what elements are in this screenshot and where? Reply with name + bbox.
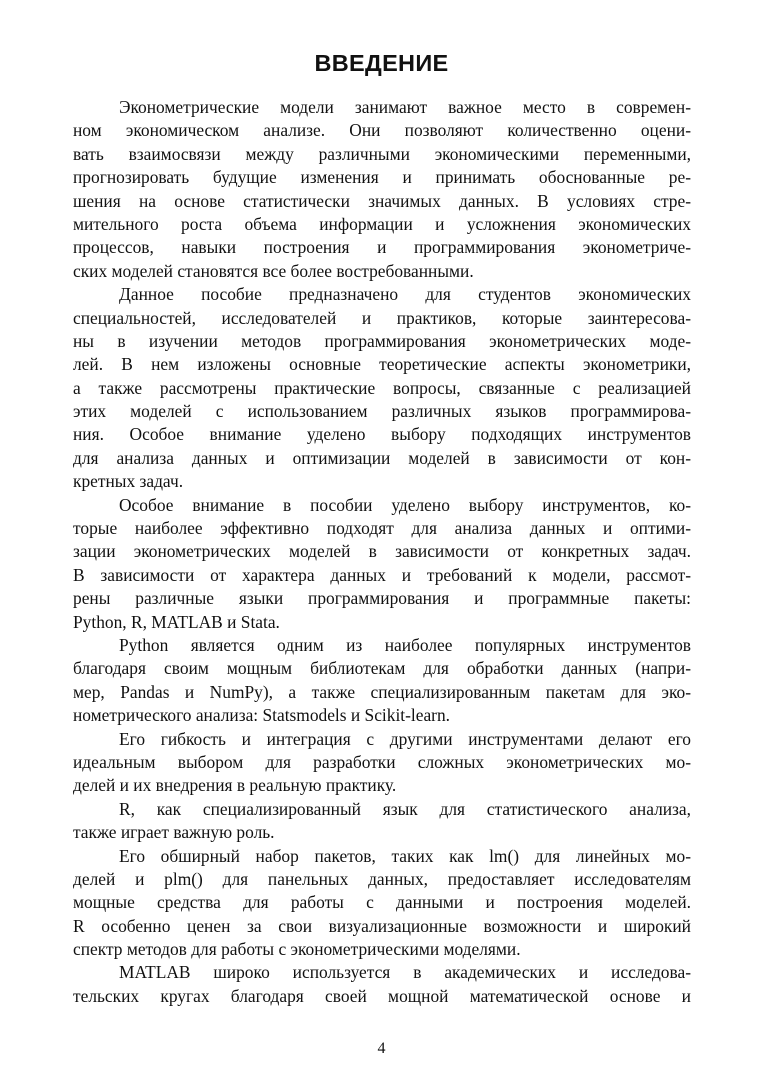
text-line: этих моделей с использованием различных языков программирова- [73,401,691,422]
text-line: спектр методов для работы с эконометрическими моделями. [73,939,521,960]
text-line: R, как специализированный язык для статистического анализа, [119,798,691,819]
paragraph [73,798,691,845]
paragraph [73,728,691,798]
paragraph [73,494,691,634]
paragraph [73,961,691,1008]
text-line: Python является одним из наиболее популярных инструментов [119,634,691,655]
text-line: ния. Особое внимание уделено выбору подходящих инструментов [73,424,691,445]
text-line: R особенно ценен за свои визуализационные возможности и широкий [73,915,691,936]
text-line: делей и plm() для панельных данных, предоставляет исследователям [73,868,691,889]
text-line: также играет важную роль. [73,822,275,843]
text-line: делей и их внедрения в реальную практику. [73,775,397,796]
text-line: ном экономическом анализе. Они позволяют количественно оцени- [73,120,691,141]
paragraph [73,96,691,283]
paragraph [73,634,691,728]
body-text [73,96,691,1008]
text-line: MATLAB широко используется в академических и исследова- [119,962,691,983]
text-line: кретных задач. [73,471,184,492]
text-line: благодаря своим мощным библиотекам для обработки данных (напри- [73,658,691,679]
text-line: Python, R, MATLAB и Stata. [73,611,280,632]
text-line: торые наиболее эффективно подходят для анализа данных и оптими- [73,518,691,539]
text-line: мощные средства для работы с данными и построения моделей. [73,892,691,913]
text-line: прогнозировать будущие изменения и принимать обоснованные ре- [73,167,691,188]
page-number: 4 [377,1040,386,1057]
text-line: Особое внимание в пособии уделено выбору инструментов, ко- [119,494,691,515]
text-line: Эконометрические модели занимают важное место в современ- [119,97,691,117]
text-line: процессов, навыки построения и программирования эконометриче- [73,237,691,258]
text-line: мер, Pandas и NumPy), а также специализированным пакетам для эко- [73,681,691,702]
text-line: тельских кругах благодаря своей мощной математической основе и [73,985,691,1006]
text-line: нометрического анализа: Statsmodels и Scikit-learn. [73,705,451,726]
paragraph [73,845,691,962]
text-line: В зависимости от характера данных и требований к модели, рассмот- [73,564,691,585]
text-line: вать взаимосвязи между различными экономическими переменными, [73,143,691,164]
text-line: для анализа данных и оптимизации моделей в зависимости от кон- [73,447,691,468]
page-title: ВВЕДЕНИЕ [314,50,449,76]
text-line: ны в изучении методов программирования эконометрических моде- [73,330,691,351]
text-line: лей. В нем изложены основные теоретические аспекты эконометрики, [73,354,691,375]
text-line: мительного роста объема информации и усложнения экономических [73,213,691,234]
text-line: ских моделей становятся все более востребованными. [73,260,474,281]
text-line: зации эконометрических моделей в зависимости от конкретных задач. [73,541,691,562]
text-line: идеальным выбором для разработки сложных эконометрических мо- [73,751,691,772]
paragraph [73,283,691,494]
text-line: рены различные языки программирования и программные пакеты: [73,588,691,609]
text-line: Его гибкость и интеграция с другими инструментами делают его [119,728,691,749]
text-line: а также рассмотрены практические вопросы, связанные с реализацией [73,377,691,398]
text-line: специальностей, исследователей и практиков, которые заинтересова- [73,307,691,328]
text-line: шения на основе статистически значимых данных. В условиях стре- [73,190,691,211]
text-line: Данное пособие предназначено для студентов экономических [119,284,691,305]
text-line: Его обширный набор пакетов, таких как lm() для линейных мо- [119,845,691,866]
